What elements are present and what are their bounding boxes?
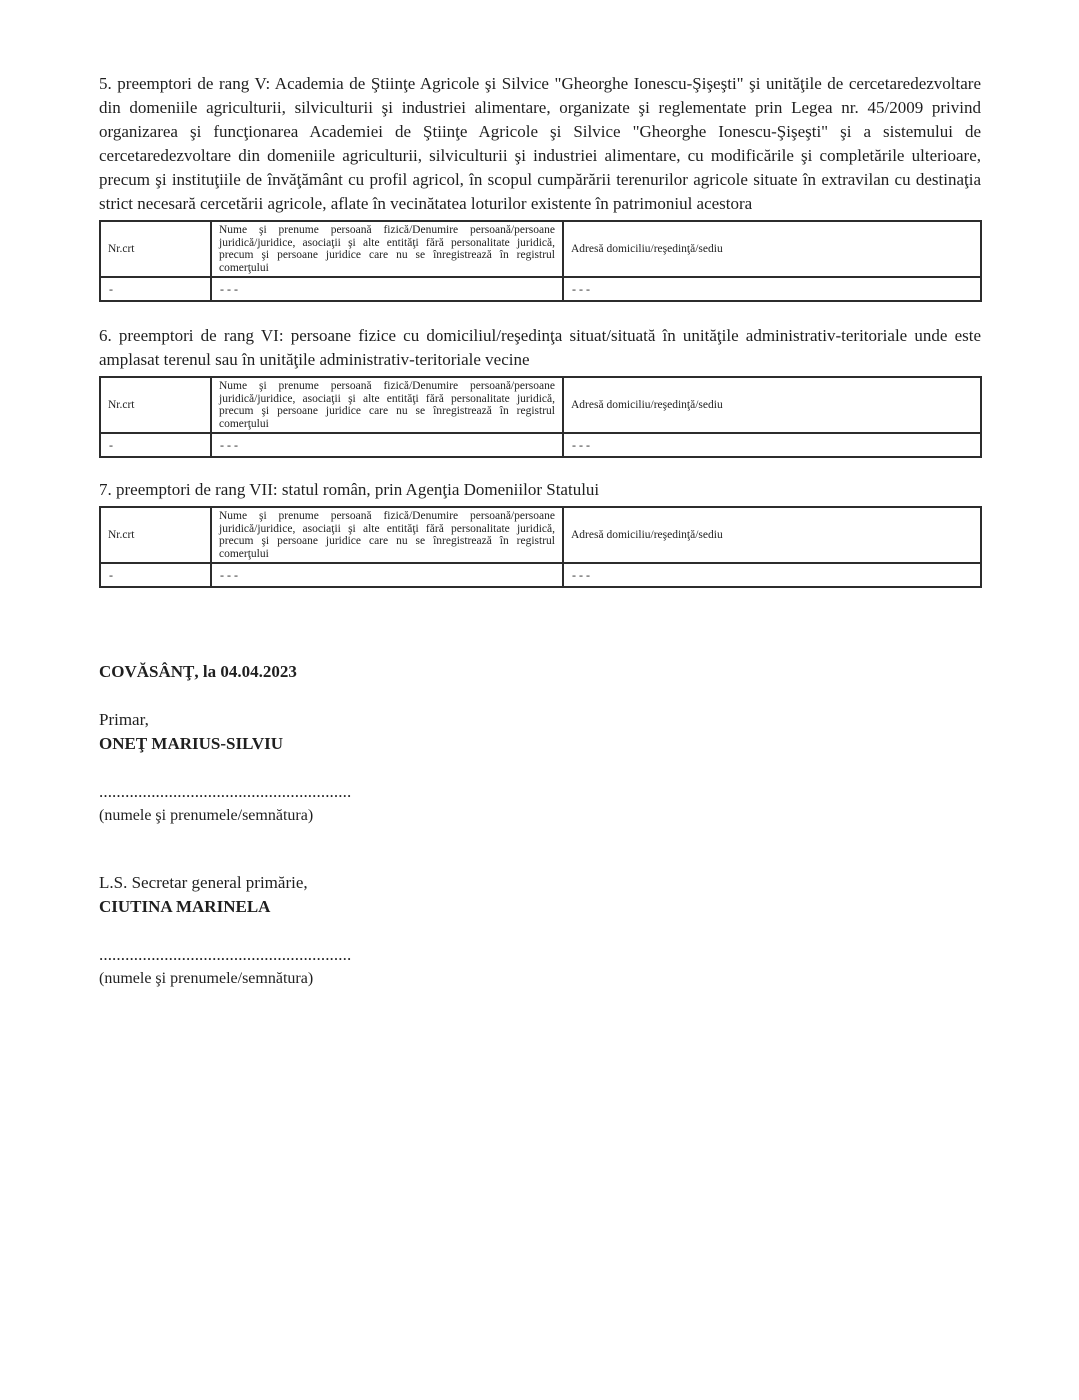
cell-nr-crt: -	[100, 563, 211, 587]
table-row	[100, 277, 981, 301]
preemptor-table-rank-vii	[99, 506, 982, 588]
signature-caption: (numele şi prenumele/semnătura)	[99, 807, 314, 824]
header-cell-nr-crt: Nr.crt	[100, 377, 211, 433]
cell-nr-crt: -	[100, 433, 211, 457]
cell-nr-crt: -	[100, 277, 211, 301]
signer-role: Primar,	[99, 710, 149, 729]
cell-adresa: - - -	[563, 433, 981, 457]
place-and-date: COVĂSÂNŢ, la 04.04.2023	[99, 662, 297, 681]
header-cell-adresa: Adresă domiciliu/reşedinţă/sediu	[563, 507, 981, 563]
preemptor-table-rank-v	[99, 220, 982, 302]
header-cell-nume: Nume şi prenume persoană fizică/Denumire persoană/persoane juridică/juridice, asociaţii şi alte entităţi fără personalitate juridică, precum şi persoane juridice care nu se înregistrează în registrul comerţului	[211, 377, 563, 433]
signoff-section	[99, 660, 981, 990]
header-cell-nume: Nume şi prenume persoană fizică/Denumire persoană/persoane juridică/juridice, asociaţii şi alte entităţi fără personalitate juridică, precum şi persoane juridice care nu se înregistrează în registrul comerţului	[211, 507, 563, 563]
cell-nume: - - -	[211, 277, 563, 301]
table-row	[100, 433, 981, 457]
cell-adresa: - - -	[563, 277, 981, 301]
header-cell-nr-crt: Nr.crt	[100, 507, 211, 563]
header-cell-adresa: Adresă domiciliu/reşedinţă/sediu	[563, 221, 981, 277]
cell-nume: - - -	[211, 433, 563, 457]
header-cell-nr-crt: Nr.crt	[100, 221, 211, 277]
signature-line: ..........................................................	[99, 945, 352, 964]
table-header-row	[100, 221, 981, 277]
table-header-row	[100, 507, 981, 563]
table-header-row	[100, 377, 981, 433]
signer-role: L.S. Secretar general primărie,	[99, 873, 308, 892]
header-cell-nume: Nume şi prenume persoană fizică/Denumire persoană/persoane juridică/juridice, asociaţii şi alte entităţi fără personalitate juridică, precum şi persoane juridice care nu se înregistrează în registrul comerţului	[211, 221, 563, 277]
signature-line: ..........................................................	[99, 782, 352, 801]
cell-adresa: - - -	[563, 563, 981, 587]
section-5-heading: 5. preemptori de rang V: Academia de Ştiinţe Agricole şi Silvice "Gheorghe Ionescu-Şişeşti" şi unităţile de cercetaredezvoltare din domeniile agriculturii, silviculturii şi industriei alimentare, organizate şi reglementate prin Legea nr. 45/2009 privind organizarea şi funcţionarea Academiei de Ştiinţe Agricole şi Silvice "Gheorghe Ionescu-Şişeşti" şi a sistemului de cercetaredezvoltare din domeniile agriculturii, silviculturii şi industriei alimentare, cu modificările şi completările ulterioare, precum şi instituţiile de învăţământ cu profil agricol, în scopul cumpărării terenurilor agricole situate în extravilan cu destinaţia strict necesară cercetării agricole, aflate în vecinătatea loturilor existente în patrimoniul acestora	[99, 74, 981, 213]
signature-block-secretar	[99, 871, 981, 990]
cell-nume: - - -	[211, 563, 563, 587]
signature-caption: (numele şi prenumele/semnătura)	[99, 970, 314, 987]
signature-block-primar	[99, 708, 981, 827]
header-cell-adresa: Adresă domiciliu/reşedinţă/sediu	[563, 377, 981, 433]
section-7-heading: 7. preemptori de rang VII: statul român, prin Agenţia Domeniilor Statului	[99, 480, 600, 499]
section-6-heading: 6. preemptori de rang VI: persoane fizice cu domiciliul/reşedinţa situat/situată în unităţile administrativ-teritoriale unde este amplasat terenul sau în unităţile administrativ-teritoriale vecine	[99, 326, 981, 369]
table-row	[100, 563, 981, 587]
signer-name: CIUTINA MARINELA	[99, 897, 271, 916]
preemptor-table-rank-vi	[99, 376, 982, 458]
signer-name: ONEŢ MARIUS-SILVIU	[99, 734, 284, 753]
